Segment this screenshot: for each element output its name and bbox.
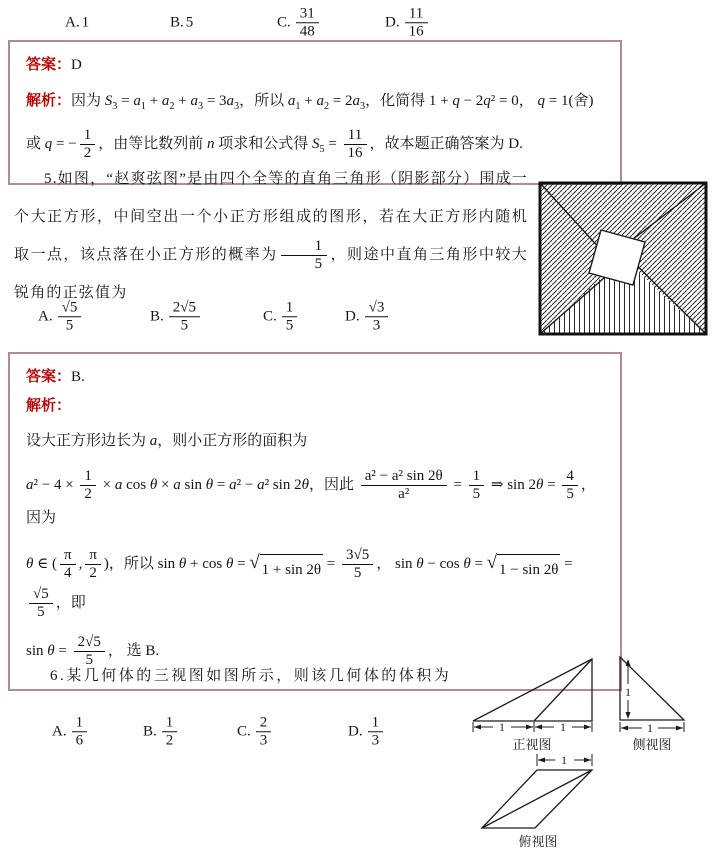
q6-options-row xyxy=(0,708,715,756)
side-view-figure xyxy=(612,648,700,755)
option-value: $\frac{2√5}{5}$ xyxy=(166,299,203,335)
answer-line xyxy=(26,54,604,77)
front-view-caption: 正视图 xyxy=(512,737,552,752)
option-label: D. xyxy=(385,14,400,31)
analysis-line-3: θ ∈ ( $\frac{\pi}{4}$ , $\frac{\pi}{2}$ )，所以 sin θ + cos θ = √ 1 + sin 2θ = $\frac{3√5}{5}$ ， sin θ − cos θ = √ 1 − sin 2θ = $\frac{√5}{5}$ ，即 xyxy=(26,546,573,621)
q5-option-b xyxy=(150,299,203,335)
q5-question-text: 5.如图，“赵爽弦图”是由四个全等的直角三角形（阴影部分）围成一个大正方形，中间空出一个小正方形组成的图形，若在大正方形内随机取一点，该点落在小正方形的概率为 $\frac{1}{5}$ ，则途中直角三角形中较大锐角的正弦值为 xyxy=(14,171,529,301)
q6-option-d xyxy=(348,714,386,750)
q5-options-row xyxy=(0,294,715,340)
q4-options-row xyxy=(0,2,715,44)
q6-option-b xyxy=(143,714,180,750)
analysis-line-4: sin θ = $\frac{2√5}{5}$ ， 选 B. xyxy=(26,633,160,668)
option-value: $\frac{31}{48}$ xyxy=(293,5,322,41)
option-value: $\frac{1}{2}$ xyxy=(159,714,181,750)
option-label: B. xyxy=(170,14,184,31)
answer-value: D xyxy=(71,57,82,73)
side-view-dim-label: 1 xyxy=(647,721,653,735)
q5-option-c xyxy=(263,299,300,335)
option-label: D. xyxy=(348,723,363,740)
analysis-math: 因为 $S_3 = a_1 + a_2 + a_3 = 3a_3$，所以 $a_1 + a_2 = 2a_3$，化简得 1 + q − 2q² = 0， q = 1(舍) xyxy=(71,92,594,112)
option-label: A. xyxy=(52,723,67,740)
option-value: $\frac{1}{3}$ xyxy=(365,714,387,750)
option-value: $\frac{11}{16}$ xyxy=(402,5,431,41)
answer-label: 答案： xyxy=(26,369,72,385)
option-value: 5 xyxy=(185,14,194,31)
top-view-dim-label: 1 xyxy=(561,753,567,767)
front-view-dim-label: 1 xyxy=(560,720,566,734)
analysis-line-1 xyxy=(26,87,604,116)
q4-option-b xyxy=(170,15,193,32)
option-label: C. xyxy=(263,308,277,325)
option-label: D. xyxy=(345,308,360,325)
q6-option-c xyxy=(237,714,274,750)
q4-option-c xyxy=(277,5,322,41)
front-view-dim-label: 1 xyxy=(499,720,505,734)
option-value: 1 xyxy=(81,14,90,31)
option-value: $\frac{√5}{5}$ xyxy=(55,299,85,335)
option-value: $\frac{1}{5}$ xyxy=(279,299,301,335)
analysis-label: 解析： xyxy=(26,397,72,414)
q6-question-text: 6.某几何体的三视图如图所示，则该几何体的体积为 xyxy=(50,668,452,684)
q4-option-d xyxy=(385,5,431,41)
answer-line xyxy=(26,366,604,389)
q5-option-d xyxy=(345,299,391,335)
option-label: C. xyxy=(237,723,251,740)
option-value: $\frac{2}{3}$ xyxy=(253,714,275,750)
analysis-label: 解析： xyxy=(26,92,72,109)
q6-option-a xyxy=(52,714,90,750)
analysis-line-1: 设大正方形边长为 a，则小正方形的面积为 xyxy=(26,433,308,449)
answer-value: B. xyxy=(71,369,85,385)
option-label: B. xyxy=(143,723,157,740)
analysis-line-2: 或 q = − $\frac{1}{2}$ ，由等比数列前 n 项求和公式得 $S_5$ = $\frac{11}{16}$ ，故本题正确答案为 D. xyxy=(26,127,523,162)
option-value: $\frac{1}{6}$ xyxy=(69,714,91,750)
q5-option-a xyxy=(38,299,84,335)
analysis-line-2: a² − 4 × $\frac{1}{2}$ × a cos θ × a sin θ = a² − a² sin 2θ，因此 $\frac{\text{a² − a² sin 2θ}}{\text{a²}}$ = $\frac{1}{5}$ ⇒ sin 2θ = $\frac{4}{5}$ ，因为 xyxy=(26,467,596,526)
side-view-caption: 侧视图 xyxy=(632,737,672,752)
option-label: C. xyxy=(277,14,291,31)
q4-option-a xyxy=(65,15,89,32)
option-label: B. xyxy=(150,308,164,325)
side-view-dim-label: 1 xyxy=(625,685,631,699)
answer-label: 答案： xyxy=(26,57,72,73)
front-view-figure xyxy=(466,648,601,755)
option-value: $\frac{√3}{3}$ xyxy=(362,299,392,335)
top-view-caption: 俯视图 xyxy=(518,834,558,849)
top-view-figure xyxy=(455,750,605,850)
option-label: A. xyxy=(65,14,80,31)
option-label: A. xyxy=(38,308,53,325)
answer-box-q5 xyxy=(8,352,622,691)
